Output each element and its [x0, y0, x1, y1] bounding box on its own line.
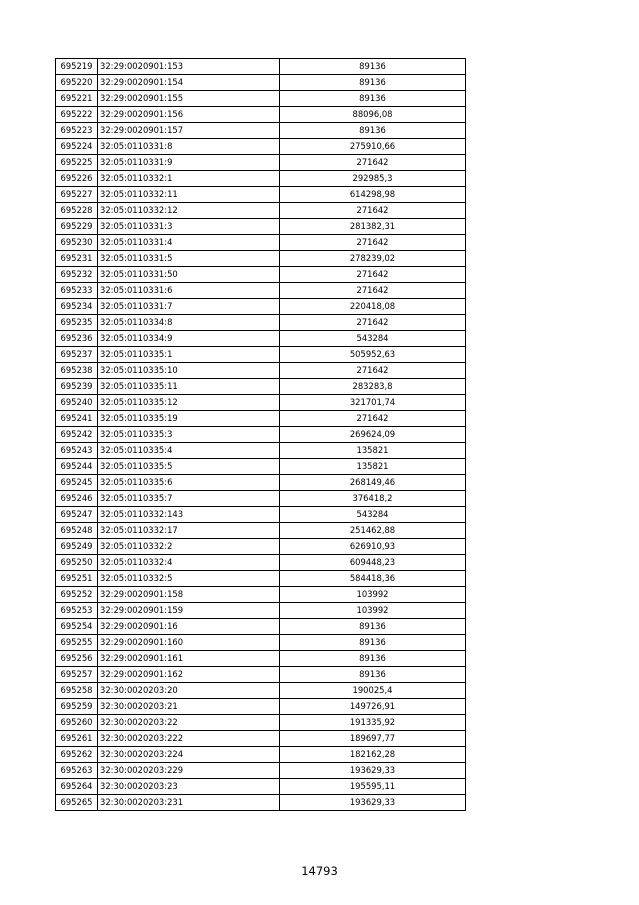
table-row	[56, 779, 466, 795]
row-id-cell: 695263	[56, 763, 98, 779]
cadastral-number-cell: 32:29:0020901:158	[98, 587, 280, 603]
row-id-cell: 695231	[56, 251, 98, 267]
row-id-cell: 695229	[56, 219, 98, 235]
table-row	[56, 187, 466, 203]
row-id-cell: 695220	[56, 75, 98, 91]
row-id-cell: 695252	[56, 587, 98, 603]
table-row	[56, 235, 466, 251]
value-cell: 626910,93	[280, 539, 466, 555]
table-row	[56, 283, 466, 299]
value-cell: 89136	[280, 59, 466, 75]
row-id-cell: 695234	[56, 299, 98, 315]
row-id-cell: 695235	[56, 315, 98, 331]
row-id-cell: 695232	[56, 267, 98, 283]
row-id-cell: 695255	[56, 635, 98, 651]
row-id-cell: 695253	[56, 603, 98, 619]
value-cell: 220418,08	[280, 299, 466, 315]
value-cell: 88096,08	[280, 107, 466, 123]
cadastral-number-cell: 32:05:0110335:3	[98, 427, 280, 443]
table-row	[56, 715, 466, 731]
table-row	[56, 587, 466, 603]
row-id-cell: 695260	[56, 715, 98, 731]
row-id-cell: 695236	[56, 331, 98, 347]
row-id-cell: 695264	[56, 779, 98, 795]
cadastral-number-cell: 32:30:0020203:231	[98, 795, 280, 811]
value-cell: 271642	[280, 203, 466, 219]
value-cell: 271642	[280, 411, 466, 427]
cadastral-number-cell: 32:05:0110335:1	[98, 347, 280, 363]
value-cell: 89136	[280, 123, 466, 139]
cadastral-number-cell: 32:05:0110332:1	[98, 171, 280, 187]
table-row	[56, 347, 466, 363]
row-id-cell: 695245	[56, 475, 98, 491]
cadastral-number-cell: 32:29:0020901:16	[98, 619, 280, 635]
table-row	[56, 267, 466, 283]
table-row	[56, 619, 466, 635]
table-row	[56, 763, 466, 779]
table-row	[56, 539, 466, 555]
cadastral-number-cell: 32:29:0020901:161	[98, 651, 280, 667]
table-row	[56, 603, 466, 619]
table-row	[56, 747, 466, 763]
table-row	[56, 155, 466, 171]
table-row	[56, 59, 466, 75]
cadastral-number-cell: 32:05:0110331:3	[98, 219, 280, 235]
row-id-cell: 695259	[56, 699, 98, 715]
value-cell: 89136	[280, 75, 466, 91]
value-cell: 89136	[280, 91, 466, 107]
cadastral-number-cell: 32:05:0110332:5	[98, 571, 280, 587]
row-id-cell: 695238	[56, 363, 98, 379]
cadastral-number-cell: 32:05:0110332:17	[98, 523, 280, 539]
table-row	[56, 491, 466, 507]
value-cell: 271642	[280, 267, 466, 283]
table-row	[56, 363, 466, 379]
table-row	[56, 299, 466, 315]
table-row	[56, 795, 466, 811]
row-id-cell: 695241	[56, 411, 98, 427]
table-row	[56, 75, 466, 91]
cadastral-number-cell: 32:05:0110332:143	[98, 507, 280, 523]
row-id-cell: 695257	[56, 667, 98, 683]
row-id-cell: 695247	[56, 507, 98, 523]
cadastral-number-cell: 32:05:0110334:9	[98, 331, 280, 347]
row-id-cell: 695219	[56, 59, 98, 75]
table-row	[56, 203, 466, 219]
table-row	[56, 555, 466, 571]
value-cell: 89136	[280, 619, 466, 635]
table-row	[56, 171, 466, 187]
table-row	[56, 379, 466, 395]
value-cell: 543284	[280, 331, 466, 347]
value-cell: 103992	[280, 603, 466, 619]
table-row	[56, 139, 466, 155]
row-id-cell: 695233	[56, 283, 98, 299]
row-id-cell: 695261	[56, 731, 98, 747]
cadastral-number-cell: 32:05:0110331:50	[98, 267, 280, 283]
row-id-cell: 695244	[56, 459, 98, 475]
table-row	[56, 331, 466, 347]
cadastral-number-cell: 32:29:0020901:159	[98, 603, 280, 619]
table-row	[56, 699, 466, 715]
row-id-cell: 695225	[56, 155, 98, 171]
cadastral-number-cell: 32:05:0110335:6	[98, 475, 280, 491]
cadastral-number-cell: 32:05:0110335:7	[98, 491, 280, 507]
table-row	[56, 315, 466, 331]
cadastral-number-cell: 32:29:0020901:156	[98, 107, 280, 123]
table-row	[56, 667, 466, 683]
row-id-cell: 695262	[56, 747, 98, 763]
cadastral-number-cell: 32:05:0110331:5	[98, 251, 280, 267]
cadastral-number-cell: 32:05:0110335:4	[98, 443, 280, 459]
page-number: 14793	[301, 864, 338, 878]
row-id-cell: 695258	[56, 683, 98, 699]
table-row	[56, 523, 466, 539]
cadastral-number-cell: 32:30:0020203:21	[98, 699, 280, 715]
row-id-cell: 695243	[56, 443, 98, 459]
value-cell: 271642	[280, 235, 466, 251]
table-body	[56, 59, 466, 811]
value-cell: 275910,66	[280, 139, 466, 155]
table-row	[56, 651, 466, 667]
cadastral-number-cell: 32:29:0020901:162	[98, 667, 280, 683]
value-cell: 89136	[280, 651, 466, 667]
table-row	[56, 571, 466, 587]
cadastral-number-cell: 32:05:0110331:7	[98, 299, 280, 315]
value-cell: 195595,11	[280, 779, 466, 795]
table-row	[56, 427, 466, 443]
row-id-cell: 695246	[56, 491, 98, 507]
table-row	[56, 459, 466, 475]
row-id-cell: 695228	[56, 203, 98, 219]
cadastral-number-cell: 32:29:0020901:157	[98, 123, 280, 139]
table-row	[56, 123, 466, 139]
value-cell: 505952,63	[280, 347, 466, 363]
table-row	[56, 91, 466, 107]
cadastral-number-cell: 32:05:0110335:11	[98, 379, 280, 395]
cadastral-number-cell: 32:05:0110335:10	[98, 363, 280, 379]
table-row	[56, 411, 466, 427]
cadastral-number-cell: 32:30:0020203:229	[98, 763, 280, 779]
cadastral-number-cell: 32:29:0020901:153	[98, 59, 280, 75]
cadastral-number-cell: 32:05:0110332:12	[98, 203, 280, 219]
row-id-cell: 695248	[56, 523, 98, 539]
cadastral-number-cell: 32:29:0020901:155	[98, 91, 280, 107]
cadastral-number-cell: 32:05:0110331:8	[98, 139, 280, 155]
cadastral-number-cell: 32:05:0110335:12	[98, 395, 280, 411]
cadastral-number-cell: 32:30:0020203:222	[98, 731, 280, 747]
value-cell: 89136	[280, 667, 466, 683]
value-cell: 271642	[280, 363, 466, 379]
cadastral-number-cell: 32:05:0110331:9	[98, 155, 280, 171]
value-cell: 292985,3	[280, 171, 466, 187]
cadastral-number-cell: 32:29:0020901:160	[98, 635, 280, 651]
value-cell: 321701,74	[280, 395, 466, 411]
value-cell: 189697,77	[280, 731, 466, 747]
row-id-cell: 695251	[56, 571, 98, 587]
value-cell: 193629,33	[280, 795, 466, 811]
row-id-cell: 695240	[56, 395, 98, 411]
row-id-cell: 695223	[56, 123, 98, 139]
value-cell: 135821	[280, 443, 466, 459]
cadastral-number-cell: 32:05:0110331:6	[98, 283, 280, 299]
table-row	[56, 475, 466, 491]
row-id-cell: 695221	[56, 91, 98, 107]
row-id-cell: 695242	[56, 427, 98, 443]
value-cell: 584418,36	[280, 571, 466, 587]
table-row	[56, 507, 466, 523]
value-cell: 251462,88	[280, 523, 466, 539]
cadastral-number-cell: 32:29:0020901:154	[98, 75, 280, 91]
value-cell: 149726,91	[280, 699, 466, 715]
value-cell: 269624,09	[280, 427, 466, 443]
table-row	[56, 635, 466, 651]
table-row	[56, 107, 466, 123]
table-row	[56, 219, 466, 235]
row-id-cell: 695226	[56, 171, 98, 187]
table-row	[56, 683, 466, 699]
cadastral-number-cell: 32:05:0110332:11	[98, 187, 280, 203]
row-id-cell: 695237	[56, 347, 98, 363]
row-id-cell: 695227	[56, 187, 98, 203]
value-cell: 283283,8	[280, 379, 466, 395]
value-cell: 271642	[280, 155, 466, 171]
table-row	[56, 251, 466, 267]
value-cell: 268149,46	[280, 475, 466, 491]
cadastral-number-cell: 32:30:0020203:22	[98, 715, 280, 731]
row-id-cell: 695254	[56, 619, 98, 635]
row-id-cell: 695222	[56, 107, 98, 123]
cadastral-value-table	[55, 58, 466, 811]
value-cell: 191335,92	[280, 715, 466, 731]
cadastral-number-cell: 32:05:0110335:19	[98, 411, 280, 427]
row-id-cell: 695265	[56, 795, 98, 811]
value-cell: 103992	[280, 587, 466, 603]
cadastral-number-cell: 32:30:0020203:20	[98, 683, 280, 699]
cadastral-number-cell: 32:05:0110335:5	[98, 459, 280, 475]
value-cell: 278239,02	[280, 251, 466, 267]
value-cell: 376418,2	[280, 491, 466, 507]
row-id-cell: 695224	[56, 139, 98, 155]
value-cell: 614298,98	[280, 187, 466, 203]
cadastral-number-cell: 32:05:0110332:4	[98, 555, 280, 571]
value-cell: 135821	[280, 459, 466, 475]
cadastral-number-cell: 32:05:0110334:8	[98, 315, 280, 331]
value-cell: 271642	[280, 283, 466, 299]
cadastral-number-cell: 32:30:0020203:23	[98, 779, 280, 795]
value-cell: 281382,31	[280, 219, 466, 235]
value-cell: 271642	[280, 315, 466, 331]
cadastral-number-cell: 32:05:0110332:2	[98, 539, 280, 555]
row-id-cell: 695249	[56, 539, 98, 555]
value-cell: 609448,23	[280, 555, 466, 571]
cadastral-number-cell: 32:05:0110331:4	[98, 235, 280, 251]
value-cell: 182162,28	[280, 747, 466, 763]
value-cell: 193629,33	[280, 763, 466, 779]
cadastral-number-cell: 32:30:0020203:224	[98, 747, 280, 763]
table-row	[56, 731, 466, 747]
table-row	[56, 395, 466, 411]
row-id-cell: 695230	[56, 235, 98, 251]
table-row	[56, 443, 466, 459]
row-id-cell: 695239	[56, 379, 98, 395]
value-cell: 190025,4	[280, 683, 466, 699]
value-cell: 89136	[280, 635, 466, 651]
row-id-cell: 695250	[56, 555, 98, 571]
row-id-cell: 695256	[56, 651, 98, 667]
value-cell: 543284	[280, 507, 466, 523]
